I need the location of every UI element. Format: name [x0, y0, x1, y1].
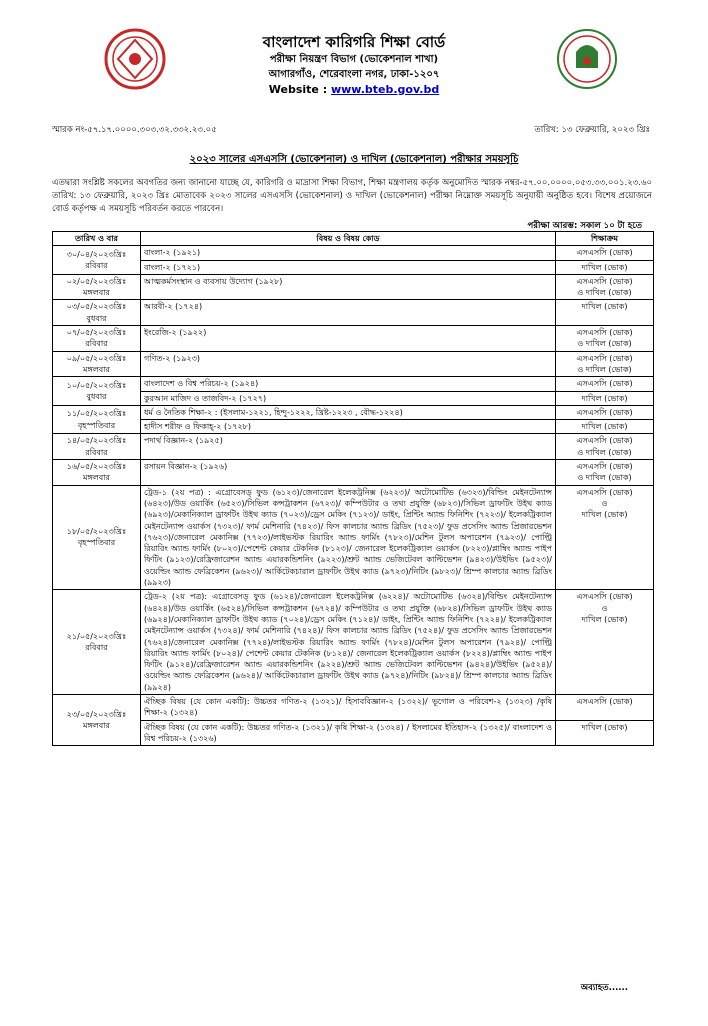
table-header-row	[53, 232, 654, 246]
exam-day: রবিবার	[85, 261, 108, 271]
date-cell	[53, 434, 141, 460]
date-cell	[53, 246, 141, 275]
curriculum-cell: এসএসসি (ভোক)	[556, 377, 654, 391]
subject-cell: ট্রেড-২ (২য় পত্র): এগ্রোবেসড্ ফুড (৬১২৪)/জেনারেল ইলেকট্রনিক্স (৬২২৪)/ অটোমোটিভ (৬৩২৪)/বিল্ডিং মেইনটেন্যান্স (৬৪২৪)/উড ওয়ার্কিং (৬৫২৪)/সিভিল কন্সট্রাকশন (৬৭২৪)/ কম্পিউটার ও তথ্য প্রযুক্তি (৬৮২৪)/সিভিল ড্রাফটিং উইথ ক্যাড (৬৯২৪)/মেকানিক্যাল ড্রাফটিং উইথ ক্যাড (৭০২৪)/ড্রেস মেকিং (৭১২৪)/ ডাইং, প্রিন্টিং অ্যান্ড ফিনিশিং (৭২২৪)/ ইলেকট্রিক্যাল মেইনটেন্যান্স ওয়ার্কস (৭৩২৪)/ ফার্ম মেশিনারি (৭৪২৪)/ ফিস কালচার অ্যান্ড ব্রিডিং (৭৫২৪)/ ফুড প্রসেসিং অ্যান্ড প্রিজারভেশন (৭৬২৪)/জেনারেল মেকানিক্স (৭৭২৪)/লাইভস্টক রিয়ারিং অ্যান্ড ফার্মিং (৭৮২৪)/মেশিন টুলস অপারেশন (৭৯২৪)/ পোল্ট্রি রিয়ারিং অ্যান্ড ফার্মিং (৮০২৪)/ পেশেন্ট কেয়ার টেকনিক (৮১২৪)/ জেনারেল ইলেকট্রিক্যাল ওয়ার্কস (৮২২৪)/প্লাম্বিং অ্যান্ড পাইপ ফিটিং (৯১২৪)/রেফ্রিজারেশন অ্যান্ড এয়ারকন্ডিশনিং (৯২২৪)/শ্রুট অ্যান্ড ভেজিটেবল কাল্টিভেশন (৯৪২৪)/উইভিং (৯৫২৪)/ওয়েল্ডিং অ্যান্ড ফেব্রিকেশন (৯৬২৪)/ আর্কিটেকচারাল ড্রাফটিং উইথ ক্যাড (৯৭২৪)/নিটিং (৯৮২৪)/ শ্রিম্প কালচার অ্যান্ড ব্রিডিং (৯৯২৪)	[141, 590, 556, 695]
subject-cell: ইংরেজি-২ (১৯২২)	[141, 326, 556, 352]
exam-date: ০৯/০৫/২০২৩খ্রিঃ	[66, 353, 127, 363]
table-row	[53, 246, 654, 260]
date-cell	[53, 485, 141, 590]
exam-day: বুধবার	[86, 392, 107, 402]
exam-day: রবিবার	[85, 643, 108, 653]
subject-cell: হাদীস শরীফ ও ফিকাহ্-২ (১৭২৮)	[141, 420, 556, 434]
table-row	[53, 694, 654, 720]
letterhead	[0, 32, 708, 98]
curriculum-cell: এসএসসি (ভোক)	[556, 405, 654, 419]
table-row	[53, 351, 654, 377]
table-row	[53, 590, 654, 695]
intro-paragraph: এতদ্বারা সংশ্লিষ্ট সকলের অবগতির জন্য জানানো যাচ্ছে যে, কারিগরি ও মাদ্রাসা শিক্ষা বিভাগ, শিক্ষা মন্ত্রণালয় কর্তৃক অনুমোদিত স্মারক নম্বর-৫৭.০০.০০০০.০৫৩.৩৩.০০১.২৩.৬০ তারিখ: ১৩ ফেব্রুয়ারি, ২০২৩ খ্রিঃ মোতাবেক ২০২৩ সালের এসএসসি (ভোকেশনাল) ও দাখিল (ভোকেশনাল) পরীক্ষা নিম্নোক্ত সময়সূচি অনুযায়ী অনুষ্ঠিত হবে। বিশেষ প্রয়োজনে বোর্ড কর্তৃপক্ষ এ সময়সূচি পরিবর্তন করতে পারবেন।	[52, 178, 652, 214]
exam-date: ১৮/০৫/২০২৩খ্রিঃ	[66, 527, 127, 537]
subject-cell: ঐচ্ছিক বিষয় (যে কোন একটি): উচ্চতর গণিত-২ (১৩২১)/ হিসাববিজ্ঞান-২ (১৩২২)/ ভূগোল ও পরিবেশ-২ (১৩২৩) /কৃষি শিক্ষা-২ (১৩২৪)	[141, 694, 556, 720]
curriculum-cell: এসএসসি (ভোক) ও দাখিল (ভোক)	[556, 590, 654, 695]
schedule-table	[52, 231, 654, 746]
org-address: আগারগাঁও, শেরেবাংলা নগর, ঢাকা-১২০৭	[268, 69, 440, 80]
table-row	[53, 326, 654, 352]
exam-day: বৃহস্পতিবার	[77, 420, 116, 430]
curriculum-cell: এসএসসি (ভোক) ও দাখিল (ভোক)	[556, 434, 654, 460]
table-row	[53, 391, 654, 405]
date-cell	[53, 274, 141, 300]
exam-day: বুধবার	[86, 313, 107, 323]
curriculum-cell: দাখিল (ভোক)	[556, 720, 654, 746]
exam-date: ০৩/০৫/২০২৩খ্রিঃ	[66, 302, 127, 312]
exam-date: ১০/০৫/২০২৩খ্রিঃ	[66, 380, 127, 390]
subject-cell: বাংলাদেশ ও বিশ্ব পরিচয়-২ (১৯২৪)	[141, 377, 556, 391]
doc-title	[0, 152, 708, 169]
exam-date: ১৬/০৫/২০২৩খ্রিঃ	[66, 462, 127, 472]
exam-day: মঙ্গলবার	[83, 721, 110, 731]
date-cell	[53, 300, 141, 326]
subject-cell: ঐচ্ছিক বিষয় (যে কোন একটি): উচ্চতর গণিত-২ (১৩২১)/ কৃষি শিক্ষা-২ (১৩২৪) / ইসলামের ইতিহাস-২ (১৩২৫)/ বাংলাদেশ ও বিশ্ব পরিচয়-২ (১৩২৬)	[141, 720, 556, 746]
table-row	[53, 300, 654, 326]
curriculum-cell: এসএসসি (ভোক)	[556, 694, 654, 720]
exam-date: ০৭/০৫/২০২৩খ্রিঃ	[66, 328, 127, 338]
header-date: তারিখ ও বার	[53, 232, 141, 246]
website-line	[0, 82, 708, 98]
subject-cell: পদার্থ বিজ্ঞান-২ (১৯২৫)	[141, 434, 556, 460]
subject-cell: রসায়ন বিজ্ঞান-২ (১৯২৬)	[141, 460, 556, 486]
table-row	[53, 485, 654, 590]
curriculum-cell: এসএসসি (ভোক) ও দাখিল (ভোক)	[556, 351, 654, 377]
date-cell	[53, 590, 141, 695]
date-cell	[53, 405, 141, 434]
date-cell	[53, 326, 141, 352]
subject-cell: বাংলা-২ (১৭২১)	[141, 260, 556, 274]
date-cell	[53, 351, 141, 377]
exam-day: বৃহস্পতিবার	[77, 538, 116, 548]
curriculum-cell: দাখিল (ভোক)	[556, 300, 654, 326]
exam-date: ২১/০৫/২০২৩খ্রিঃ	[66, 631, 127, 641]
table-row	[53, 720, 654, 746]
date-cell	[53, 377, 141, 406]
curriculum-cell: দাখিল (ভোক)	[556, 260, 654, 274]
curriculum-cell: এসএসসি (ভোক) ও দাখিল (ভোক)	[556, 326, 654, 352]
exam-day: মঙ্গলবার	[83, 473, 110, 483]
date-cell	[53, 460, 141, 486]
table-row	[53, 260, 654, 274]
curriculum-cell: এসএসসি (ভোক) ও দাখিল (ভোক)	[556, 274, 654, 300]
exam-date: ০২/০৫/২০২৩খ্রিঃ	[66, 276, 127, 286]
subject-cell: ট্রেড-১ (২য় পত্র) : এগ্রোবেসড্ ফুড (৬১২৩)/জেনারেল ইলেকট্রনিক্স (৬২২৩)/ অটোমোটিভ (৬৩২৩)/বিল্ডিং মেইনটেন্যান্স (৬৪২৩)/উড ওয়ার্কিং (৬৫২৩)/সিভিল কন্সট্রাকশন (৬৭২৩)/ কম্পিউটার ও তথ্য প্রযুক্তি (৬৮২৩)/সিভিল ড্রাফটিং উইথ ক্যাড (৬৯২৩)/মেকানিক্যাল ড্রাফটিং উইথ ক্যাড (৭০২৩)/ড্রেস মেকিং (৭১২৩)/ ডাইং, প্রিন্টিং অ্যান্ড ফিনিশিং (৭২২৩)/ ইলেকট্রিক্যাল মেইনটেন্যান্স ওয়ার্কস (৭৩২৩)/ ফার্ম মেশিনারি (৭৪২৩)/ ফিস কালচার অ্যান্ড ব্রিডিং (৭৫২৩)/ ফুড প্রসেসিং অ্যান্ড প্রিজারভেশন (৭৬২৩)/জেনারেল মেকানিক্স (৭৭২৩)/লাইভস্টক রিয়ারিং অ্যান্ড ফার্মিং (৭৮২৩)/মেশিন টুলস অপারেশন (৭৯২৩)/ পোল্ট্রি রিয়ারিং অ্যান্ড ফার্মিং (৮০২৩)/পেশেন্ট কেয়ার টেকনিক (৮১২৩)/ জেনারেল ইলেকট্রিক্যাল ওয়ার্কস (৮২২৩)/প্লাম্বিং অ্যান্ড পাইপ ফিটিং (৯১২৩)/রেফ্রিজারেশন অ্যান্ড এয়ারকন্ডিশনিং (৯২২৩)/শ্রুট অ্যান্ড ভেজিটেবল কাল্টিভেশন (৯৪২৩)/উইভিং (৯৫২৩)/ওয়েল্ডিং অ্যান্ড ফেব্রিকেশন (৯৬২৩)/ আর্কিটেকচারাল ড্রাফটিং উইথ ক্যাড (৯৭২৩)/নিটিং (৯৮২৩)/ শ্রিম্প কালচার অ্যান্ড ব্রিডিং (৯৯২৩)	[141, 485, 556, 590]
doc-title-text: ২০২৩ সালের এসএসসি (ভোকেশনাল) ও দাখিল (ভোকেশনাল) পরীক্ষার সময়সূচি	[189, 154, 519, 165]
curriculum-cell: দাখিল (ভোক)	[556, 391, 654, 405]
subject-cell: ধর্ম ও নৈতিক শিক্ষা-২ : (ইসলাম-১২২১, হিন্দু-১২২২, খ্রিষ্ট-১২২৩ , বৌদ্ধ-১২২৪)	[141, 405, 556, 419]
table-row	[53, 434, 654, 460]
curriculum-cell: এসএসসি (ভোক) ও দাখিল (ভোক)	[556, 460, 654, 486]
website-link[interactable]: www.bteb.gov.bd	[330, 83, 440, 96]
curriculum-cell: এসএসসি (ভোক)	[556, 246, 654, 260]
subject-cell: আত্মকর্মসংস্থান ও ব্যবসায় উদ্যোগ (১৯২৮)	[141, 274, 556, 300]
website-label: Website :	[268, 83, 331, 96]
table-row	[53, 405, 654, 419]
curriculum-cell: দাখিল (ভোক)	[556, 420, 654, 434]
table-row	[53, 460, 654, 486]
exam-date: ২৩/০৫/২০২৩খ্রিঃ	[66, 709, 127, 719]
subject-cell: বাংলা-২ (১৯২১)	[141, 246, 556, 260]
memo-ref: স্মারক নং-৫৭.১৭.০০০০.৩০৩.৩২.৩৩২.২৩.০৫	[52, 125, 217, 135]
subject-cell: কুরআন মাজিদ ও তাজবিদ-২ (১৭২৭)	[141, 391, 556, 405]
exam-day: রবিবার	[85, 339, 108, 349]
subject-cell: আরবী-২ (১৭২৪)	[141, 300, 556, 326]
header-subject: বিষয় ও বিষয় কোড	[141, 232, 556, 246]
memo-date: তারিখ: ১৩ ফেব্রুয়ারি, ২০২৩ খ্রিঃ	[534, 125, 650, 135]
exam-day: মঙ্গলবার	[83, 364, 110, 374]
table-row	[53, 377, 654, 391]
table-row	[53, 420, 654, 434]
exam-day: মঙ্গলবার	[83, 288, 110, 298]
exam-date: ১১/০৫/২০২৩খ্রিঃ	[66, 409, 127, 419]
exam-date: ১৪/০৫/২০২৩খ্রিঃ	[66, 436, 127, 446]
table-row	[53, 274, 654, 300]
division-name: পরীক্ষা নিয়ন্ত্রণ বিভাগ (ভোকেশনাল শাখা)	[269, 54, 439, 65]
exam-start-time: পরীক্ষা আরম্ভ: সকাল ১০ টা হতে	[527, 221, 642, 231]
org-name: বাংলাদেশ কারিগরি শিক্ষা বোর্ড	[262, 33, 446, 51]
curriculum-cell: এসএসসি (ভোক) ও দাখিল (ভোক)	[556, 485, 654, 590]
exam-date: ৩০/০৪/২০২৩খ্রিঃ	[66, 249, 127, 259]
continued-note: অব্যাহত......	[580, 983, 628, 993]
header-curriculum: শিক্ষাক্রম	[556, 232, 654, 246]
subject-cell: গণিত-২ (১৯২৩)	[141, 351, 556, 377]
exam-day: রবিবার	[85, 447, 108, 457]
date-cell	[53, 694, 141, 745]
